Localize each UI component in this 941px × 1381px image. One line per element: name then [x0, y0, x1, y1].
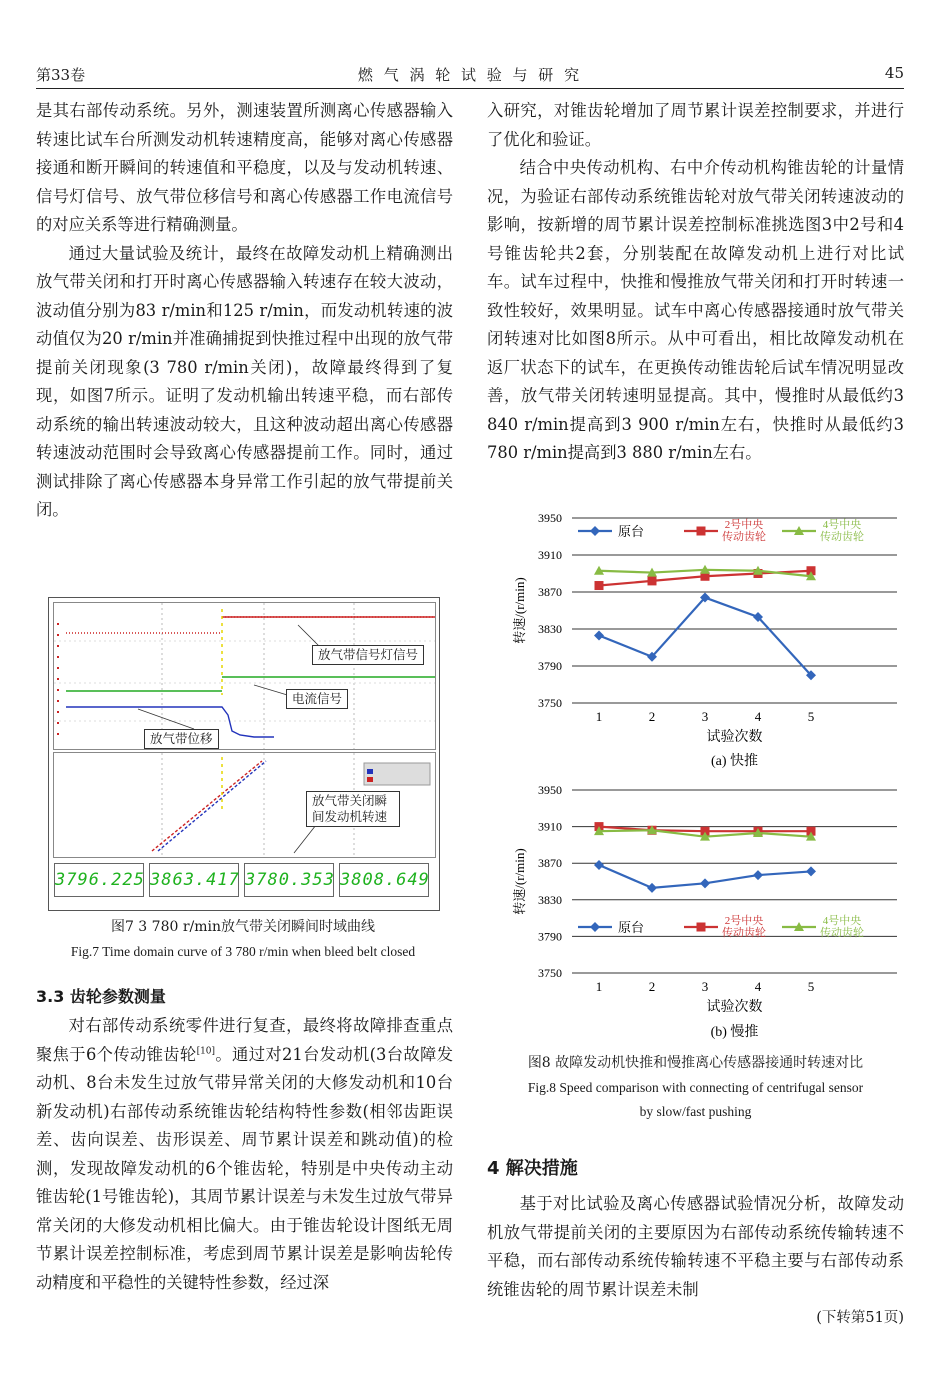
fig8b-ytick-4: 3910	[538, 819, 562, 834]
fig8b-legend-0-label: 原台	[618, 920, 645, 935]
fig8b-series-0-point-2	[700, 878, 710, 888]
section-3-3-text-b: 。通过对21台发动机(3台故障发动机、8台未发生过放气带异常关闭的大修发动机和10台新发动机)右部传动系统锥齿轮结构特性参数(相邻齿距误差、齿向误差、齿形误差、周节累计误差和跳动值)的检测，发现故障发动机的6个锥齿轮，特别是中央传动主动锥齿轮(1号锥齿轮)，其周节累计误差与未发生过放气带异常关闭的大修发动机相比偏大。由于锥齿轮设计图纸无周节累计误差控制标准，考虑到周节累计误差是影响齿轮传动精度和平稳性的关键特性参数，经过深	[36, 1044, 453, 1292]
section-3-3-text-a: 对右部传动系统零件进行复查，最终将故障排查重点聚焦于6个传动锥齿轮	[36, 1016, 453, 1064]
readout-1: 3796.225	[54, 863, 144, 897]
fig8b-ytick-1: 3790	[538, 929, 562, 944]
fig8-caption-en-1: Fig.8 Speed comparison with connecting of centrifugal sensor	[527, 1080, 864, 1095]
section-3-3-heading: 3.3 齿轮参数测量	[36, 987, 166, 1006]
fig8a-xtick-2: 3	[701, 709, 709, 724]
fig8b-series-0-point-1	[647, 883, 657, 893]
fig7-caption-cn: 图7 3 780 r/min放气带关闭瞬间时域曲线	[110, 919, 376, 935]
left-column-upper	[36, 97, 453, 525]
page-number: 45	[884, 64, 904, 82]
paragraph-2: 通过大量试验及统计，最终在故障发动机上精确测出放气带关闭和打开时离心传感器输入转速存在较大波动，波动值分别为83 r/min和125 r/min，而发动机转速的波动值仅为20 r/min并准确捕捉到快推过程中出现的放气带提前关闭现象(3 780 r/min关闭)，故障最终得到了复现，如图7所示。证明了发动机输出转速平稳，而右部传动系统的输出转速波动较大，且这种波动超出离心传感器转速波动范围时会导致离心传感器提前工作。同时，通过测试排除了离心传感器本身异常工作引起的放气带提前关闭。	[36, 243, 453, 519]
upper-trace-plot	[54, 603, 435, 749]
fig8a-xlabel: 试验次数	[706, 730, 763, 745]
fig8b-series-0-point-4	[806, 866, 816, 876]
fig8a-series-1-point-1	[648, 576, 657, 585]
left-column-lower	[36, 1012, 453, 1297]
fig8a-series-0-line	[599, 598, 811, 676]
fig8a-xtick-1: 2	[648, 709, 656, 724]
header-rule	[36, 88, 904, 89]
fig8b-xtick-1: 2	[648, 979, 656, 994]
lower-trace-panel	[53, 752, 436, 858]
reference-10: [10]	[196, 1046, 216, 1057]
paragraph-continued: 入研究，对锥齿轮增加了周节累计误差控制要求，并进行了优化和验证。	[487, 101, 904, 149]
fig8b-legend-2-label: 4号中央传动齿轮	[820, 915, 864, 939]
fig8b-xtick-4: 5	[807, 979, 815, 994]
section-3-3-paragraph	[36, 1012, 453, 1297]
fig8a-legend-0-marker	[590, 526, 600, 536]
volume-label: 第33卷	[36, 66, 86, 84]
figure-7-oscillograph	[48, 597, 440, 911]
fig8b-ytick-0: 3750	[538, 966, 562, 980]
speed-trace-b	[158, 761, 266, 851]
fig8a-xtick-0: 1	[595, 709, 603, 724]
fig8b-chart	[487, 777, 904, 1045]
fig8a-ytick-2: 3830	[538, 622, 562, 636]
continued-note: (下转第51页)	[816, 1310, 904, 1326]
fig8a-legend-1-label: 2号中央传动齿轮	[722, 519, 766, 543]
fig8b-xtick-3: 4	[754, 979, 762, 994]
fig8a-ytick-0: 3750	[538, 696, 562, 710]
fig8b-series-0-point-0	[594, 860, 604, 870]
fig8a-ytick-4: 3910	[538, 548, 562, 562]
readout-4: 3808.649	[339, 863, 429, 897]
fig8a-ylabel: 转速/(r/min)	[512, 577, 527, 644]
fig8a-ytick-1: 3790	[538, 659, 562, 673]
fig8a-series-1-point-0	[595, 581, 604, 590]
fig8b-legend-1-marker	[697, 923, 706, 932]
upper-trace-panel	[53, 602, 436, 750]
fig8a-xtick-3: 4	[754, 709, 762, 724]
fig8b-ytick-5: 3950	[538, 783, 562, 797]
fig8a-legend-0-label: 原台	[618, 524, 645, 539]
fig8b-subtitle: (b) 慢推	[710, 1025, 759, 1040]
readout-2: 3863.417	[149, 863, 239, 897]
fig8a-subtitle: (a) 快推	[710, 754, 759, 769]
callout-engine-speed: 放气带关闭瞬间发动机转速	[306, 791, 400, 827]
fig8a-xtick-4: 5	[807, 709, 815, 724]
fig8b-series-0-point-3	[753, 870, 763, 880]
right-column-upper	[487, 97, 904, 468]
signal-lamp-trace	[66, 617, 435, 633]
running-header	[36, 62, 904, 86]
section-4-paragraph: 基于对比试验及离心传感器试验情况分析，故障发动机放气带提前关闭的主要原因为右部传动系统传输转速不平稳，而右部传动系统传输转速不平稳主要与右部传动系统锥齿轮的周节累计误差未制	[487, 1194, 904, 1299]
fig8a-series-0-point-0	[594, 630, 604, 640]
fig7-caption-en: Fig.7 Time domain curve of 3 780 r/min when bleed belt closed	[70, 944, 416, 959]
speed-trace-a	[152, 761, 262, 851]
paragraph-comparison: 结合中央传动机构、右中介传动机构锥齿轮的计量情况，为验证右部传动系统锥齿轮对放气带关闭转速波动的影响，按新增的周节累计误差控制标准挑选图3中2号和4号锥齿轮共2套，分别装配在故障发动机上进行对比试车。试车过程中，快推和慢推放气带关闭和打开时转速一致性较好，效果明显。试车中离心传感器接通时放气带关闭转速对比如图8所示。从中可看出，相比故障发动机在返厂状态下的试车，在更换传动锥齿轮后试车情况明显改善，放气带关闭转速明显提高。其中，慢推时从最低约3 840 r/min提高到3 900 r/min左右，快推时从最低约3 780 r/min提高到3 880 r/min左右。	[487, 158, 904, 462]
fig8a-legend-2-label: 4号中央传动齿轮	[820, 519, 864, 543]
fig8-caption-cn: 图8 故障发动机快推和慢推离心传感器接通时转速对比	[527, 1055, 864, 1071]
fig8-caption-en-2: by slow/fast pushing	[639, 1104, 752, 1119]
fig8a-ytick-3: 3870	[538, 585, 562, 599]
fig8b-ytick-2: 3830	[538, 892, 562, 907]
fig8b-legend-1-label: 2号中央传动齿轮	[722, 915, 766, 939]
paragraph-1: 是其右部传动系统。另外，测速装置所测离心传感器输入转速比试车台所测发动机转速精度高，能够对离心传感器接通和断开瞬间的转速值和平稳度，以及与发动机转速、信号灯信号、放气带位移信号和离心传感器工作电流信号的对应关系等进行精确测量。	[36, 101, 453, 234]
callout-signal-lamp: 放气带信号灯信号	[312, 645, 424, 665]
fig8b-xlabel: 试验次数	[706, 1000, 763, 1015]
section-4-heading: 4 解决措施	[487, 1158, 578, 1179]
callout-displacement: 放气带位移	[144, 729, 219, 749]
right-column-lower	[487, 1190, 904, 1304]
fig8b-legend-0-marker	[590, 922, 600, 932]
fig8b-xtick-2: 3	[701, 979, 709, 994]
callout-current: 电流信号	[286, 689, 348, 709]
readout-3: 3780.353	[244, 863, 334, 897]
current-trace	[66, 677, 435, 691]
fig8a-ytick-5: 3950	[538, 511, 562, 525]
fig8a-chart	[487, 503, 904, 783]
fig8b-ytick-3: 3870	[538, 856, 562, 871]
fig8b-ylabel: 转速/(r/min)	[512, 848, 527, 915]
journal-title: 燃 气 涡 轮 试 验 与 研 究	[357, 66, 583, 84]
fig8a-legend-1-marker	[697, 527, 706, 536]
fig8b-xtick-0: 1	[595, 979, 603, 994]
